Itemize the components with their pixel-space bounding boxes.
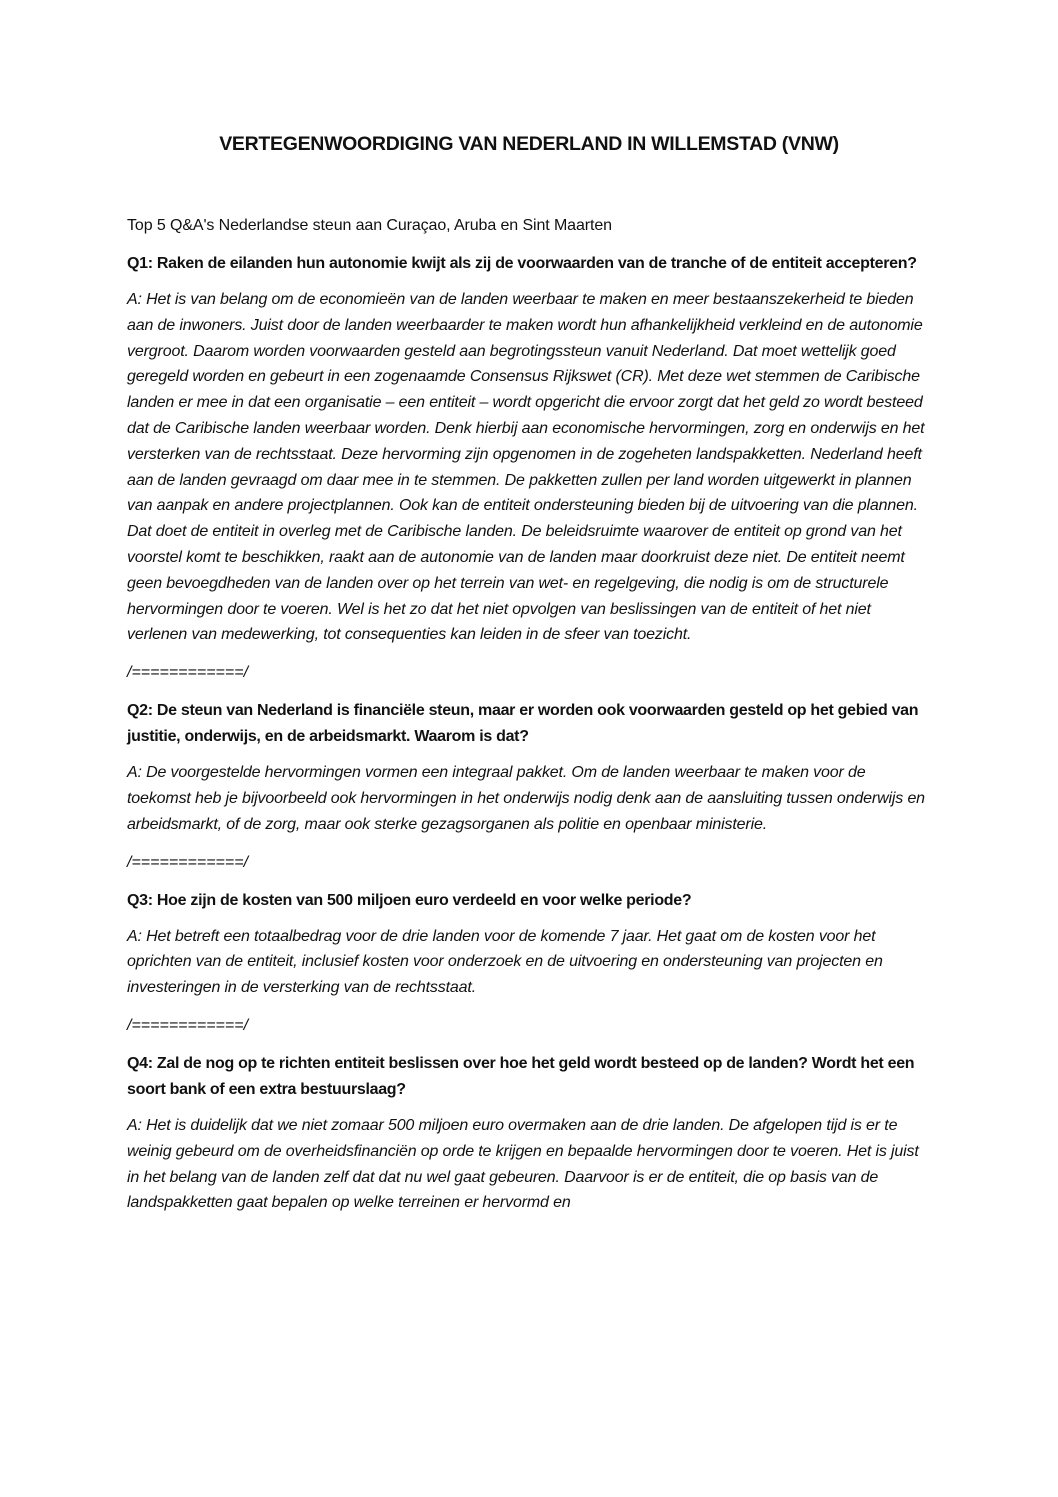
question-3: Q3: Hoe zijn de kosten van 500 miljoen euro verdeeld en voor welke periode? [127, 891, 692, 909]
answer-3: A: Het betreft een totaalbedrag voor de drie landen voor de komende 7 jaar. Het gaat om de kosten voor het oprichten van de entiteit, inclusief kosten voor onderzoek en de uitvoering en ondersteuning van projecten en investeringen in de versterking van de rechtsstaat. [127, 927, 883, 997]
qa-item-3 [127, 888, 933, 1001]
document-subtitle: Top 5 Q&A's Nederlandse steun aan Curaçao, Aruba en Sint Maarten [127, 217, 612, 234]
answer-4: A: Het is duidelijk dat we niet zomaar 500 miljoen euro overmaken aan de drie landen. De afgelopen tijd is er te weinig gebeurd om de overheidsfinanciën op orde te krijgen en bepaalde hervormingen door te voeren. Het is juist in het belang van de landen zelf dat dat nu wel gaat gebeuren. Daarvoor is er de entiteit, die op basis van de landspakketten gaat bepalen op welke terreinen er hervormd en [127, 1116, 919, 1212]
document-title: VERTEGENWOORDIGING VAN NEDERLAND IN WILLEMSTAD (VNW) [219, 133, 839, 155]
question-2: Q2: De steun van Nederland is financiële steun, maar er worden ook voorwaarden gesteld op het gebied van justitie, onderwijs, en de arbeidsmarkt. Waarom is dat? [127, 702, 919, 746]
answer-1: A: Het is van belang om de economieën van de landen weerbaar te maken en meer bestaanszekerheid te bieden aan de inwoners. Juist door de landen weerbaarder te maken wordt hun afhankelijkheid verkleind en de autonomie vergroot. Daarom worden voorwaarden gesteld aan begrotingssteun vanuit Nederland. Dat moet wettelijk goed geregeld worden en gebeurt in een zogenaamde Consensus Rijkswet (CR). Met deze wet stemmen de Caribische landen er mee in dat een organisatie – een entiteit – wordt opgericht die ervoor zorgt dat het geld zo wordt besteed dat de Caribische landen weerbaar worden. Denk hierbij aan economische hervormingen, zorg en onderwijs en het versterken van de rechtsstaat. Deze hervorming zijn opgenomen in de zogeheten landspakketten. Nederland heeft aan de landen gevraagd om daar mee in te stemmen. De pakketten zullen per land worden uitgewerkt in plannen van aanpak en andere projectplannen. Ook kan de entiteit ondersteuning bieden bij de uitvoering van die plannen. Dat doet de entiteit in overleg met de Caribische landen. De beleidsruimte waarover de entiteit op grond van het voorstel komt te beschikken, raakt aan de autonomie van de landen maar doorkruist deze niet. De entiteit neemt geen bevoegdheden van de landen over op het terrein van wet- en regelgeving, die nodig is om de structurele hervormingen door te voeren. Wel is het zo dat het niet opvolgen van beslissingen van de entiteit of het niet verlenen van medewerking, tot consequenties kan leiden in de sfeer van toezicht. [127, 291, 925, 644]
separator-3: /============/ [127, 1016, 249, 1034]
qa-item-4 [127, 1051, 933, 1216]
question-1: Q1: Raken de eilanden hun autonomie kwijt als zij de voorwaarden van de tranche of de entiteit accepteren? [127, 255, 917, 272]
qa-item-1 [127, 251, 933, 648]
document-body [127, 213, 933, 1228]
answer-2: A: De voorgestelde hervormingen vormen een integraal pakket. Om de landen weerbaar te maken voor de toekomst heb je bijvoorbeeld ook hervormingen in het onderwijs nodig denk aan de aansluiting tussen onderwijs en arbeidsmarkt, of de zorg, maar ook sterke gezagsorganen als politie en openbaar ministerie. [127, 764, 925, 833]
qa-item-2 [127, 698, 933, 837]
question-4: Q4: Zal de nog op te richten entiteit beslissen over hoe het geld wordt besteed op de landen? Wordt het een soort bank of een extra bestuurslaag? [127, 1054, 915, 1098]
separator-1: /============/ [127, 664, 249, 682]
separator-2: /============/ [127, 853, 249, 871]
